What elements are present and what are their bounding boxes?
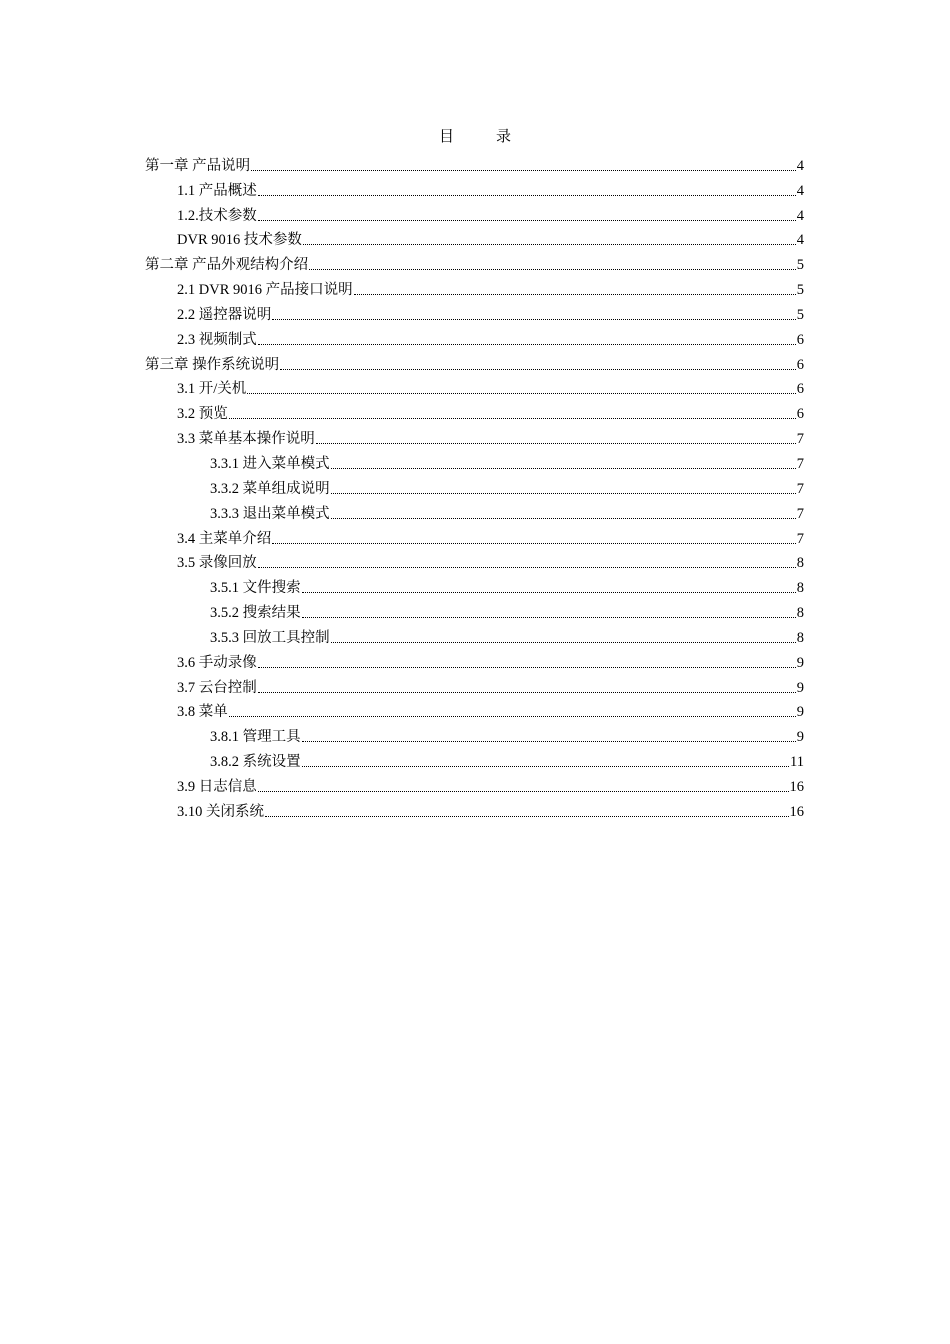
toc-entry[interactable] [145, 423, 804, 448]
toc-dot-leader [354, 281, 796, 299]
toc-entry-label: 3.3.1 进入菜单模式 [210, 455, 330, 472]
toc-dot-leader [258, 182, 796, 200]
toc-entry[interactable] [145, 771, 804, 796]
toc-entry-label: 2.2 遥控器说明 [177, 306, 272, 323]
toc-entry[interactable] [145, 548, 804, 573]
toc-dot-leader [229, 703, 796, 721]
toc-entry-label: 1.1 产品概述 [177, 182, 257, 199]
toc-entry[interactable] [145, 647, 804, 672]
toc-dot-leader [302, 753, 789, 771]
toc-entry-label: DVR 9016 技术参数 [177, 232, 302, 249]
toc-dot-leader [247, 380, 795, 398]
toc-entry-page-number: 9 [796, 679, 804, 696]
toc-dot-leader [302, 604, 796, 622]
toc-entry-page-number: 4 [796, 182, 804, 199]
toc-entry-label: 1.2.技术参数 [177, 207, 257, 224]
toc-dot-leader [258, 207, 796, 225]
toc-entry-label: 3.5.2 搜索结果 [210, 605, 301, 622]
toc-entry-page-number: 6 [796, 356, 804, 373]
toc-dot-leader [331, 455, 796, 473]
toc-entry-page-number: 4 [796, 232, 804, 249]
toc-entry-label: 3.8.1 管理工具 [210, 729, 301, 746]
toc-title [0, 127, 950, 147]
toc-entry[interactable] [145, 299, 804, 324]
toc-entry[interactable] [145, 200, 804, 225]
toc-entry-page-number: 7 [796, 455, 804, 472]
toc-entry-label: 3.9 日志信息 [177, 778, 257, 795]
toc-dot-leader [302, 728, 796, 746]
toc-dot-leader [316, 430, 796, 448]
toc-entry-label: 3.8 菜单 [177, 704, 228, 721]
toc-entry-page-number: 4 [796, 207, 804, 224]
toc-dot-leader [331, 505, 796, 523]
toc-entry-page-number: 5 [796, 282, 804, 299]
toc-entry-page-number: 5 [796, 257, 804, 274]
toc-dot-leader [265, 803, 789, 821]
toc-entry[interactable] [145, 473, 804, 498]
toc-dot-leader [331, 480, 796, 498]
toc-dot-leader [280, 356, 796, 374]
toc-entry-label: 3.7 云台控制 [177, 679, 257, 696]
toc-dot-leader [258, 679, 796, 697]
toc-entry-page-number: 7 [796, 480, 804, 497]
toc-entry-page-number: 9 [796, 729, 804, 746]
toc-entry[interactable] [145, 324, 804, 349]
toc-dot-leader [272, 530, 796, 548]
toc-entry-page-number: 7 [796, 505, 804, 522]
toc-entry-page-number: 5 [796, 306, 804, 323]
toc-title-part2: 录 [496, 129, 512, 145]
toc-dot-leader [309, 256, 796, 274]
toc-dot-leader [302, 579, 796, 597]
toc-dot-leader [258, 554, 796, 572]
toc-entry[interactable] [145, 150, 804, 175]
toc-entry-label: 3.2 预览 [177, 406, 228, 423]
toc-dot-leader [251, 157, 796, 175]
toc-dot-leader [258, 331, 796, 349]
toc-entry[interactable] [145, 672, 804, 697]
toc-entry-page-number: 6 [796, 381, 804, 398]
toc-entry-page-number: 11 [790, 754, 804, 771]
toc-entry[interactable] [145, 274, 804, 299]
toc-entry-label: 3.3.3 退出菜单模式 [210, 505, 330, 522]
toc-entry-label: 3.3.2 菜单组成说明 [210, 480, 330, 497]
toc-entry-label: 2.3 视频制式 [177, 331, 257, 348]
toc-entry-label: 3.1 开/关机 [177, 381, 247, 398]
toc-entry[interactable] [145, 796, 804, 821]
toc-entry-page-number: 16 [789, 778, 804, 795]
toc-entry-label: 2.1 DVR 9016 产品接口说明 [177, 282, 353, 299]
toc-entry-page-number: 9 [796, 704, 804, 721]
toc-entry-page-number: 16 [789, 803, 804, 820]
toc-entry[interactable] [145, 448, 804, 473]
toc-entry[interactable] [145, 721, 804, 746]
toc-entry-page-number: 7 [796, 431, 804, 448]
toc-entry-page-number: 7 [796, 530, 804, 547]
toc-entry-label: 3.5.3 回放工具控制 [210, 629, 330, 646]
toc-entry-page-number: 4 [796, 157, 804, 174]
toc-title-part1: 目 [438, 129, 454, 145]
toc-dot-leader [303, 231, 796, 249]
toc-entry-label: 3.4 主菜单介绍 [177, 530, 272, 547]
toc-entry-label: 3.10 关闭系统 [177, 803, 264, 820]
toc-entry[interactable] [145, 597, 804, 622]
toc-entry[interactable] [145, 349, 804, 374]
toc-entry-label: 3.3 菜单基本操作说明 [177, 431, 315, 448]
toc-entry-page-number: 6 [796, 331, 804, 348]
toc-entry-page-number: 8 [796, 555, 804, 572]
toc-entry-page-number: 9 [796, 654, 804, 671]
toc-dot-leader [229, 405, 796, 423]
toc-entry[interactable] [145, 697, 804, 722]
toc-entry-label: 3.8.2 系统设置 [210, 754, 301, 771]
toc-dot-leader [331, 629, 796, 647]
toc-entry-label: 3.6 手动录像 [177, 654, 257, 671]
toc-dot-leader [272, 306, 796, 324]
toc-entry-label: 3.5.1 文件搜索 [210, 580, 301, 597]
toc-entry-label: 第二章 产品外观结构介绍 [145, 257, 309, 274]
toc-entry[interactable] [145, 572, 804, 597]
toc-entry[interactable] [145, 374, 804, 399]
toc-entry[interactable] [145, 746, 804, 771]
toc-entry[interactable] [145, 175, 804, 200]
table-of-contents [145, 150, 804, 821]
toc-entry-page-number: 8 [796, 605, 804, 622]
toc-entry[interactable] [145, 498, 804, 523]
toc-entry[interactable] [145, 225, 804, 250]
toc-entry-page-number: 6 [796, 406, 804, 423]
toc-entry-label: 第一章 产品说明 [145, 157, 251, 174]
toc-entry[interactable] [145, 523, 804, 548]
toc-entry-label: 3.5 录像回放 [177, 555, 257, 572]
toc-entry-page-number: 8 [796, 629, 804, 646]
toc-dot-leader [258, 778, 789, 796]
toc-dot-leader [258, 654, 796, 672]
toc-entry-page-number: 8 [796, 580, 804, 597]
toc-entry[interactable] [145, 398, 804, 423]
toc-entry[interactable] [145, 249, 804, 274]
toc-entry[interactable] [145, 622, 804, 647]
toc-entry-label: 第三章 操作系统说明 [145, 356, 280, 373]
